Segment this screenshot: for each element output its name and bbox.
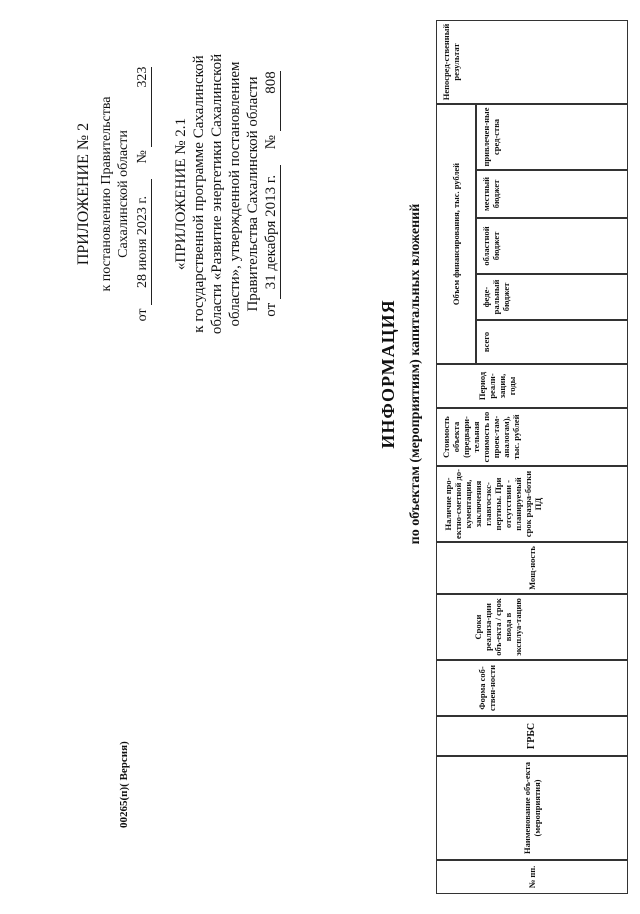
col-header-terms: Сроки реализа-ции объ-екта / срок ввода в эксплуа-тацию: [436, 594, 628, 660]
appendix-21-date: 31 декабря 2013 г.: [262, 165, 281, 299]
appendix-21-line1: к государственной программе Сахалинской: [191, 55, 207, 333]
col-header-federal: феде-ральный бюджет: [476, 274, 628, 320]
appendix-21-line3: области», утвержденной постановлением: [227, 61, 243, 327]
col-header-period: Период реали-зации, годы: [436, 364, 628, 408]
appendix-2-number: 323: [134, 67, 152, 147]
appendix-2-num-label: №: [135, 150, 150, 164]
footer-version: 00265(п)( Версия): [118, 741, 130, 828]
col-header-name: Наименование объ-екта (мероприятия): [436, 756, 628, 860]
appendix-2-title: ПРИЛОЖЕНИЕ № 2: [75, 122, 92, 266]
appendix-21-block: [172, 34, 281, 354]
appendix-21-title: «ПРИЛОЖЕНИЕ № 2.1: [173, 117, 189, 271]
col-header-total: всего: [476, 320, 628, 364]
col-header-regional: областной бюджет: [476, 218, 628, 274]
col-header-cost: Стоимость объекта (предвари-тельная стоимость по проек-там-аналогам), тыс. рублей: [436, 408, 628, 466]
col-header-capacity: Мощ-ность: [436, 542, 628, 594]
appendix-21-number: 808: [262, 71, 281, 131]
appendix-21-line4: Правительства Сахалинской области: [245, 76, 261, 312]
appendix-2-line1: к постановлению Правительства: [99, 96, 114, 292]
document-subtitle: по объектам (мероприятиям) капитальных вложений: [408, 203, 423, 545]
col-header-attracted: привлечен-ные сред-ства: [476, 104, 628, 170]
col-header-num: № пп.: [436, 860, 628, 894]
col-header-grbs: ГРБС: [436, 716, 628, 756]
document-title: ИНФОРМАЦИЯ: [378, 299, 398, 449]
col-header-form: Форма соб-ствен-ности: [436, 660, 628, 716]
col-header-docs: Наличие про-ектно-сметной до-кументации, заключения главгосэкс-пертизы. При отсутствии - планируемый срок разра-ботки ПД: [436, 466, 628, 542]
appendix-2-block: [74, 34, 152, 354]
col-header-result: Непосред-ственный результат: [436, 20, 628, 104]
appendix-21-num-label: №: [263, 135, 279, 150]
appendix-2-from-label: от: [135, 308, 150, 322]
appendix-2-date: 28 июня 2023 г.: [134, 179, 152, 305]
appendix-2-line2: Сахалинской области: [116, 130, 131, 258]
col-header-local: местный бюджет: [476, 170, 628, 218]
appendix-21-line2: области «Развитие энергетики Сахалинской: [209, 53, 225, 335]
appendix-21-from-label: от: [263, 302, 279, 317]
appendix-21-date-line: [262, 34, 281, 354]
appendix-2-date-line: [134, 34, 152, 354]
col-header-funding: Объем финансирования, тыс. рублей: [436, 104, 476, 364]
